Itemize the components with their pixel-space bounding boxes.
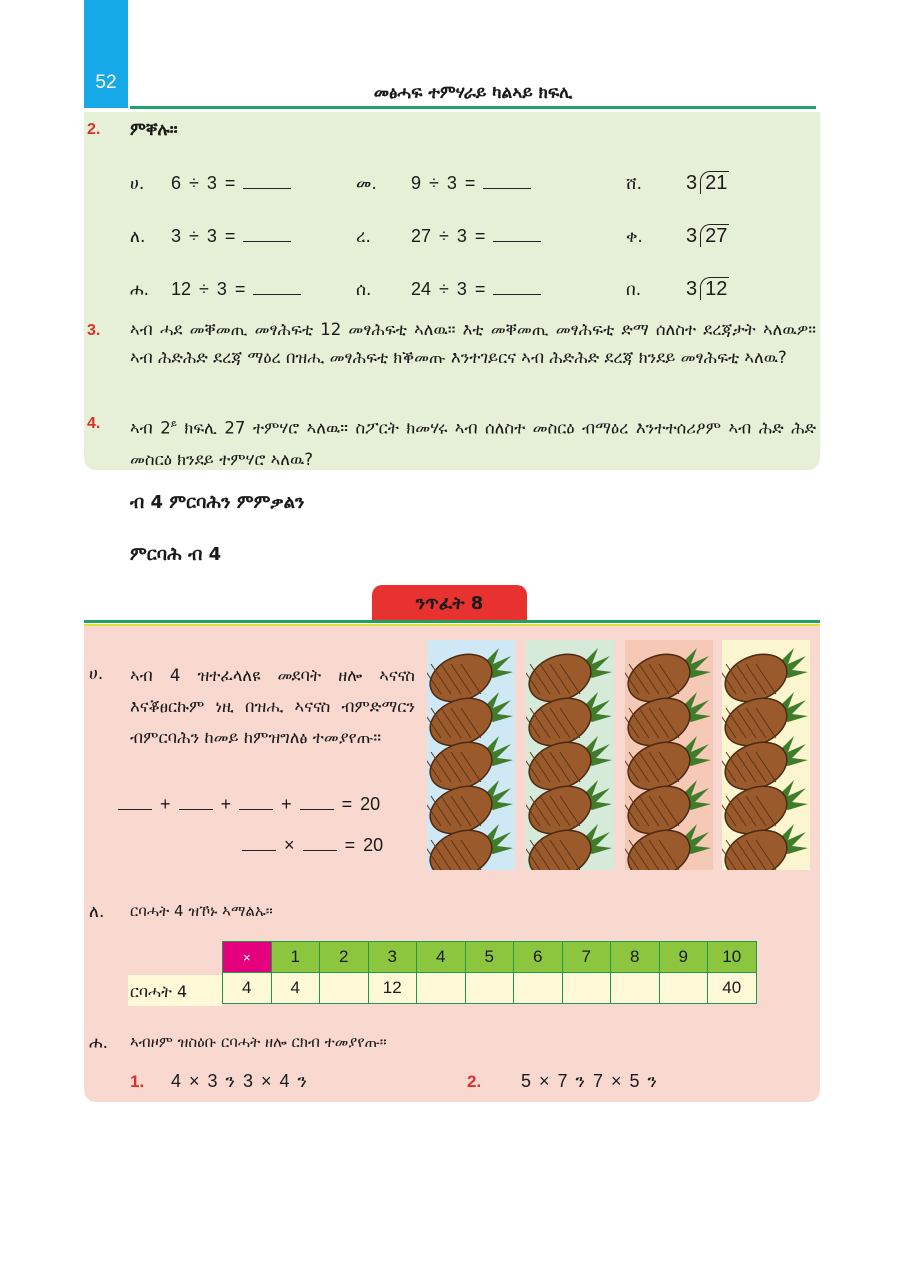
table-value-cell[interactable] [465,973,514,1004]
multiplication-sentence: × = 20 [242,835,383,856]
part-c-item-number: 2. [467,1072,482,1091]
pineapple-icon-stack [625,640,713,870]
pineapple-icon-stack [526,640,614,870]
part-c-label: ሐ. [89,1033,109,1053]
answer-blank[interactable] [483,174,531,189]
answer-blank[interactable] [239,795,273,810]
table-value-cell[interactable] [417,973,466,1004]
table-header-cell: 10 [708,942,757,973]
part-c-expression: 4 × 3 ን 3 × 4 ን [171,1071,307,1091]
header-rule [130,106,816,109]
pineapple-group-panel [427,640,515,870]
book-title: መፅሓፍ ተምሃራይ ካልኣይ ክፍሊ [373,83,573,103]
division-expression: 3 ÷ 3 = [171,226,291,247]
exercise-2-number: 2. [87,121,101,138]
part-a-label: ሀ. [89,664,104,684]
table-header-cell: 4 [417,942,466,973]
part-c-item-number: 1. [130,1072,145,1091]
long-division [686,277,729,301]
answer-blank[interactable] [493,227,541,242]
item-label: ሰ. [356,280,372,300]
table-header-cell: 5 [465,942,514,973]
answer-blank[interactable] [243,174,291,189]
division-expression: 6 ÷ 3 = [171,173,291,194]
item-label: ቀ. [626,227,643,247]
divisor: 3 [686,278,698,300]
table-value-cell: 4 [223,973,272,1004]
answer-blank[interactable] [493,280,541,295]
exercise-3-text: ኣብ ሓደ መቐመጢ መፃሕፍቲ 12 መፃሕፍቲ ኣለዉ። እቲ መቐመጢ መፃሕፍቲ ድማ ሰለስተ ደረጃታት ኣለዉዎ። ኣብ ሕድሕድ ደረጃ ማዕረ በዝሒ መፃሕፍቲ ክቕመጡ እንተገይርና ኣብ ሕድሕድ ደረጃ ክንደይ መፃሕፍቲ ኣለዉ? [130,320,816,367]
dividend: 27 [700,224,729,247]
multiplication-table [222,941,757,1004]
item-label: ሐ. [130,280,150,300]
addition-sentence: + + + = 20 [118,794,380,815]
exercise-4-number: 4. [87,415,101,432]
dividend: 12 [700,277,729,300]
answer-blank[interactable] [242,836,276,851]
activity-rule [84,620,820,623]
activity-tab: ንጥፈት 8 [372,585,527,621]
part-c-text: ኣብዞም ዝስዕቡ ርባሓት ዘሎ ርክብ ተመያየጡ። [130,1033,387,1051]
part-b-text: ርባሓት 4 ዝኾኑ ኣማልኡ። [130,902,273,920]
exercise-3-number: 3. [87,322,101,339]
table-header-cell: 9 [659,942,708,973]
page-number: 52 [95,72,117,93]
pineapple-icon-stack [722,640,810,870]
division-expression: 9 ÷ 3 = [411,173,531,194]
pineapple-group-panel [722,640,810,870]
exercise-2-instruction: ምቐሉ። [130,120,178,140]
table-value-cell[interactable] [514,973,563,1004]
table-header-cell: 3 [368,942,417,973]
pineapple-group-panel [526,640,614,870]
table-value-cell[interactable] [562,973,611,1004]
division-expression: 12 ÷ 3 = [171,279,301,300]
division-expression: 27 ÷ 3 = [411,226,541,247]
table-header-cell: 7 [562,942,611,973]
dividend: 21 [700,171,729,194]
answer-blank[interactable] [179,795,213,810]
table-corner-cell: × [223,942,272,973]
table-value-cell: 12 [368,973,417,1004]
table-header-cell: 1 [271,942,320,973]
section-heading: ብ 4 ምርባሕን ምምቃልን [130,492,305,513]
divisor: 3 [686,172,698,194]
item-label: ረ. [356,227,371,247]
divisor: 3 [686,225,698,247]
item-label: መ. [356,174,377,194]
answer-blank[interactable] [303,836,337,851]
table-header-cell: 6 [514,942,563,973]
answer-blank[interactable] [253,280,301,295]
table-value-cell: 4 [271,973,320,1004]
division-expression: 24 ÷ 3 = [411,279,541,300]
pineapple-icon-stack [427,640,515,870]
section-subheading: ምርባሕ ብ 4 [130,544,222,565]
item-label: ለ. [130,227,146,247]
item-label: ሀ. [130,174,145,194]
exercise-4-text: ኣብ $2^ይ$ ክፍሊ 27 ተምሃሮ ኣለዉ። ስፖርት ክመሃሩ ኣብ ሰለስተ መስርዕ ብማዕረ እንተተሰሪዖም ኣብ ሕድ ሕድ መስርዕ ክንደይ ተምሃሮ ኣለዉ? [130,418,817,469]
part-b-label: ለ. [89,902,105,922]
table-header-cell: 8 [611,942,660,973]
part-a-text: ኣብ 4 ዝተፈላለዩ መደባት ዘሎ ኣናናስ እናቖፀርኩም ነዚ በዝሒ ኣናናስ ብምድማርን ብምርባሕን ከመይ ከምዝግለፅ ተመያየጡ። [130,666,415,747]
answer-blank[interactable] [118,795,152,810]
long-division [686,224,729,248]
table-row-label: ርባሓት 4 [130,982,188,1001]
table-value-cell[interactable] [320,973,369,1004]
table-value-cell[interactable] [611,973,660,1004]
part-c-expression: 5 × 7 ን 7 × 5 ን [521,1071,657,1091]
long-division [686,171,729,195]
table-value-cell: 40 [708,973,757,1004]
table-header-cell: 2 [320,942,369,973]
table-value-cell[interactable] [659,973,708,1004]
answer-blank[interactable] [243,227,291,242]
pineapple-group-panel [625,640,713,870]
answer-blank[interactable] [300,795,334,810]
item-label: በ. [626,280,642,300]
item-label: ሸ. [626,174,642,194]
